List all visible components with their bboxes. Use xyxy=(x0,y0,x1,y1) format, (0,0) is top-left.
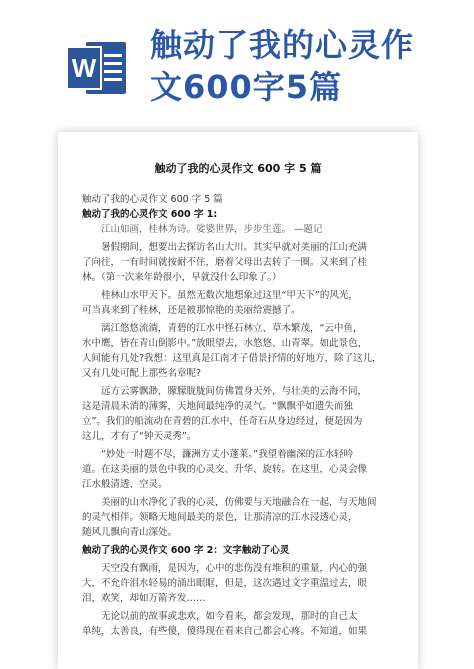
doc-line: 天空没有飘雨，是因为，心中的悲伤没有堆积的重量，内心的强 xyxy=(101,563,368,574)
doc-line: “妙处一时题不尽，濂洲方丈小蓬莱。”我望着幽深的江水轻吟 xyxy=(101,449,354,460)
text-line-icon xyxy=(104,78,122,81)
doc-line: 美丽的山水净化了我的心灵，仿佛要与天地融合在一起，与天地间 xyxy=(101,497,377,508)
page-title-line-2: 文600字5篇 xyxy=(150,68,343,106)
doc-line: 可当真来到了桂林，还是被那惊艳的美丽给震撼了。 xyxy=(82,305,301,316)
doc-line: 了向往，一有时间就按耐不住，磨着父母出去转了一圈。又来到了桂 xyxy=(82,257,368,268)
page-title-line-1: 触动了我的心灵作 xyxy=(150,26,415,64)
doc-line: 水中鹰，皆在青山倒影中。”放眼望去，水悠悠、山青翠。如此景色， xyxy=(82,338,368,349)
doc-line: 桂林山水甲天下。虽然无数次地想象过这里“甲天下”的风光， xyxy=(101,290,358,301)
doc-line: 的灵气相伴。领略天地间最美的景色，让那清凉的江水浸透心灵， xyxy=(82,512,358,523)
doc-heading: 触动了我的心灵作文 600 字 1: xyxy=(82,209,218,220)
document-title: 触动了我的心灵作文 600 字 5 篇 xyxy=(154,162,322,175)
text-line-icon xyxy=(104,54,122,57)
doc-line: 江水般清透、空灵。 xyxy=(82,479,168,490)
doc-line: 林。（第一次来年龄很小，早就没什么印象了。） xyxy=(82,272,282,283)
page-title xyxy=(150,24,470,108)
doc-line: 江山如画，桂林为诗。娑婆世界，步步生莲。 —题记 xyxy=(101,224,323,235)
text-line-icon xyxy=(104,70,122,73)
doc-line: 泪，欢笑，却如万箭齐发…… xyxy=(82,593,206,604)
word-letter-icon: W xyxy=(66,46,102,90)
doc-line: 触动了我的心灵作文 600 字 5 篇 xyxy=(82,194,223,205)
doc-line: 这儿，才有了“钟天灵秀”。 xyxy=(82,431,197,442)
word-logo-icon xyxy=(66,36,130,100)
header-banner xyxy=(0,0,474,110)
doc-line: 漓江悠悠流淌，青碧的江水中怪石林立、草木繁茂，“云中鱼， xyxy=(101,323,363,334)
doc-line: 这是清晨未消的薄雾，天地间最纯净的灵气。“飘飘乎如遗失而独 xyxy=(82,401,353,412)
doc-heading: 触动了我的心灵作文 600 字 2：文字触动了心灵 xyxy=(82,545,290,556)
doc-line: 无论以前的故事或悲欢，如今看来，都会发现，那时的自己太 xyxy=(101,611,358,622)
doc-line: 远方云雾飘渺，朦朦胧胧间仿佛置身天外，与壮美的云海不同， xyxy=(101,386,368,397)
doc-line: 又有几处可配上那些名章呢? xyxy=(82,368,202,379)
doc-line: 立”。我们的船流动在青碧的江水中，任奇石从身边经过，便是因为 xyxy=(82,416,363,427)
document-page xyxy=(58,132,418,669)
doc-line: 道。在这美丽的景色中我的心灵交、升华、旋转。在这里，心灵会像 xyxy=(82,464,368,475)
text-line-icon xyxy=(104,62,122,65)
doc-line: 单纯，太善良，有些傻，傻得现在看来自己都会心疼。不知道，如果 xyxy=(82,626,368,637)
doc-line: 随风儿飘向青山深处。 xyxy=(82,527,178,538)
doc-line: 人间能有几处?我想：这里真是江南才子借景抒情的好地方，除了这儿， xyxy=(82,353,382,364)
doc-line: 大，不允许泪水轻易的涌出眼眶，但是，这次遇过文字重温过去，眼 xyxy=(82,578,368,589)
doc-line: 暑假期间，想要出去探访名山大川。其实早就对美丽的江山充满 xyxy=(101,242,368,253)
